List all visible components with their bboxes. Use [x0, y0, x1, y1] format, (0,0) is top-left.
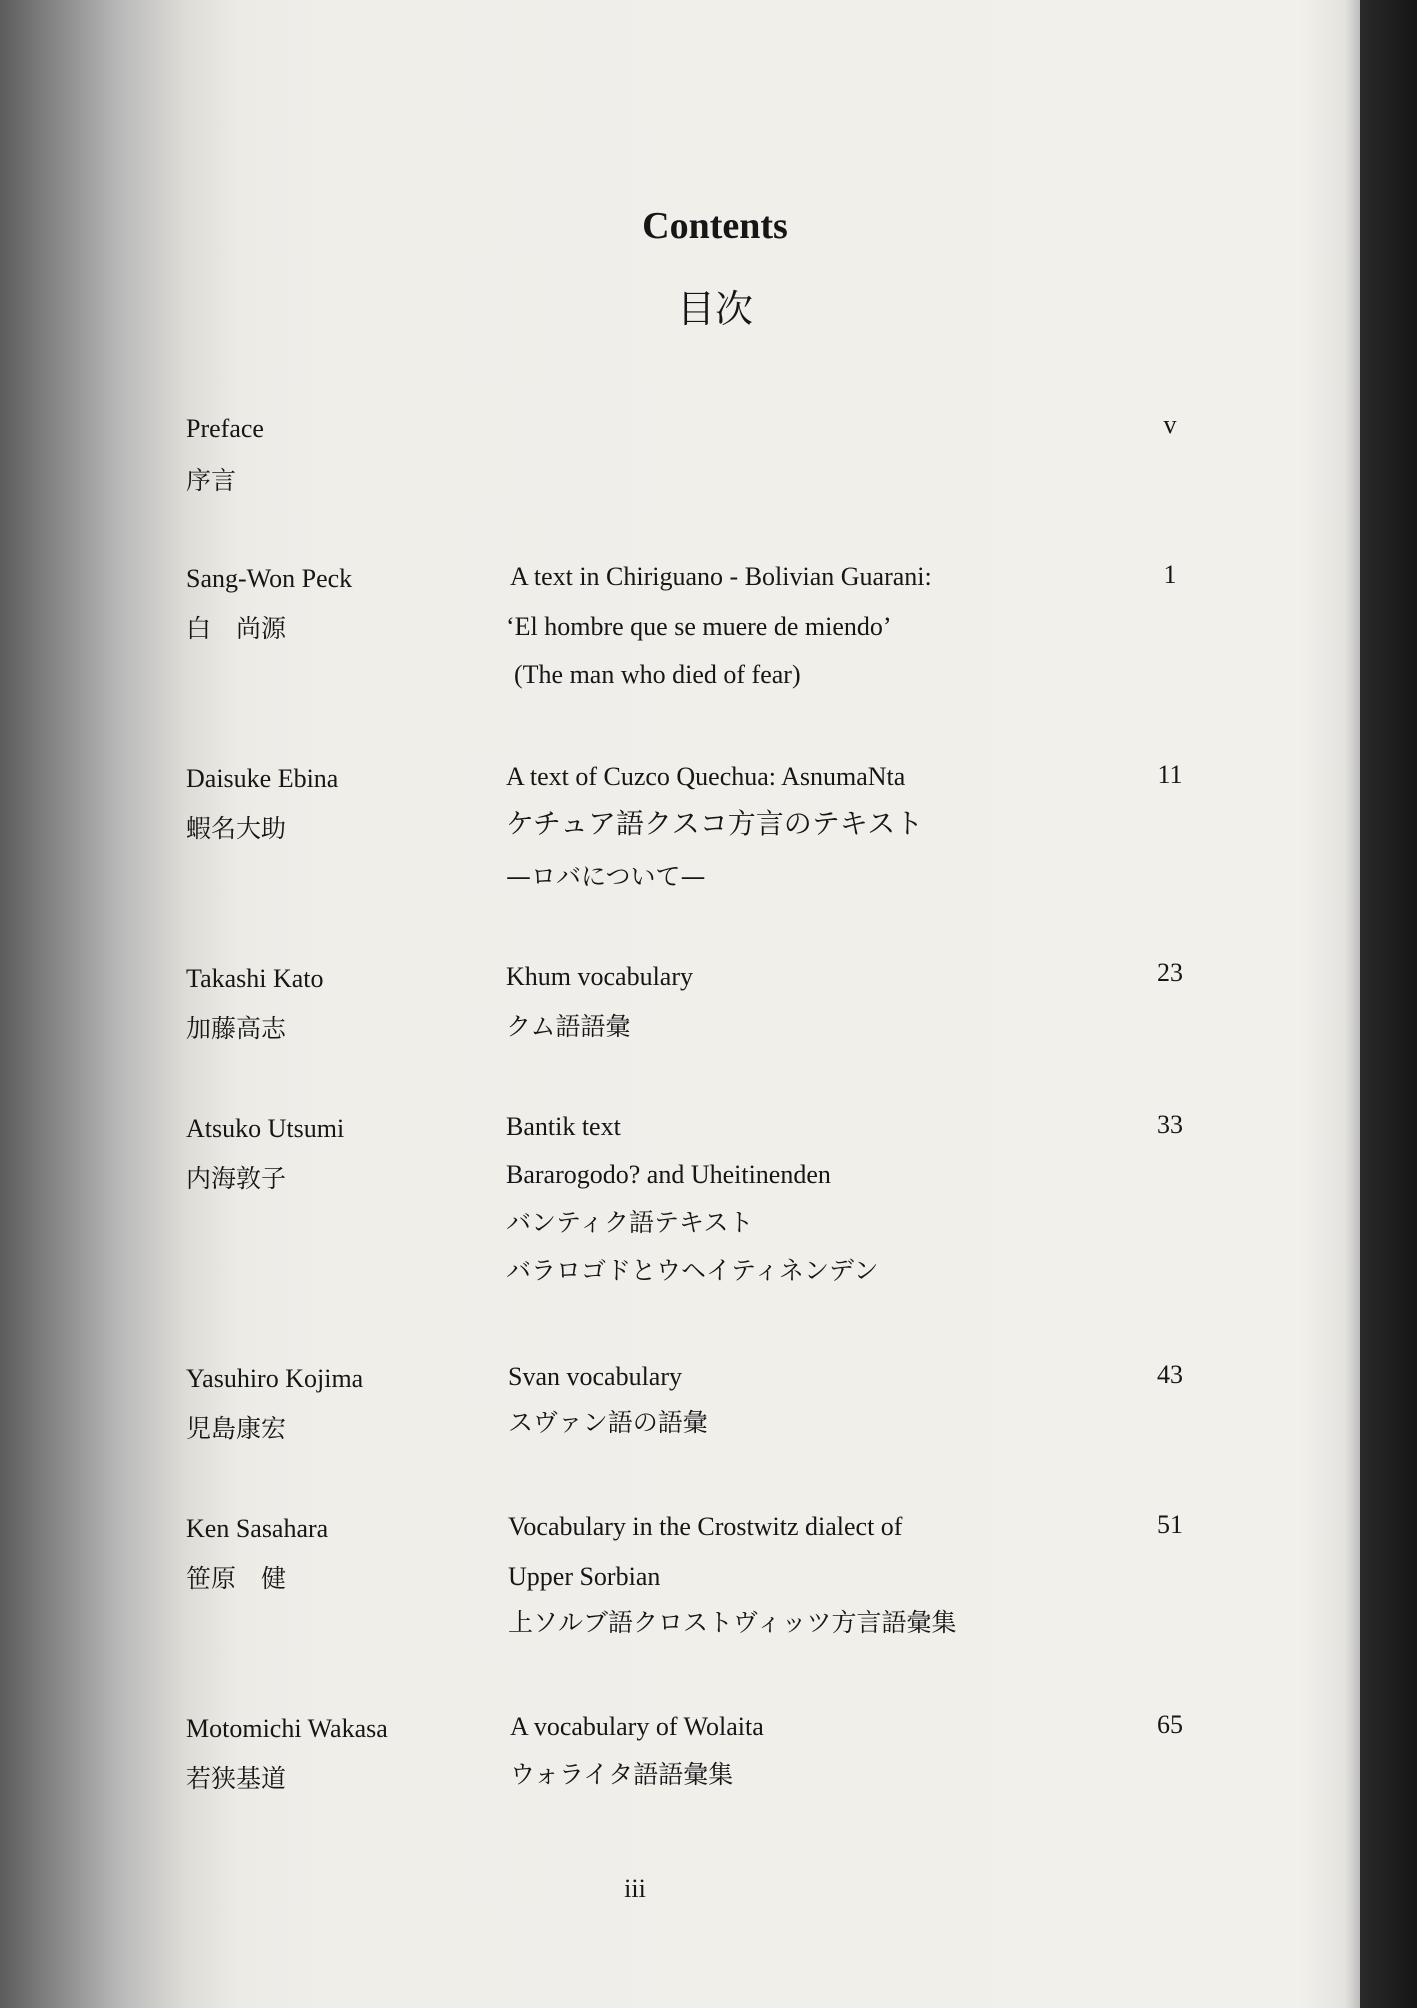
entry-title-line: A text in Chiriguano - Bolivian Guarani:: [510, 562, 932, 591]
entry-author-ja: 内海敦子: [186, 1164, 287, 1193]
preface-label: Preface: [186, 414, 264, 443]
entry-author-ja: 加藤高志: [186, 1014, 287, 1043]
entry-author: Sang-Won Peck: [186, 564, 353, 593]
entry-author: Atsuko Utsumi: [186, 1114, 345, 1143]
entry-page-number: 23: [1157, 958, 1183, 987]
entry-author: Daisuke Ebina: [186, 764, 339, 793]
entry-title-line: スヴァン語の語彙: [508, 1408, 708, 1437]
entry-title-line: Vocabulary in the Crostwitz dialect of: [508, 1512, 903, 1541]
entry-page-number: 1: [1163, 560, 1177, 589]
entry-page-number: 65: [1157, 1710, 1183, 1739]
entry-title-line: Bantik text: [506, 1112, 621, 1141]
page-folio: iii: [624, 1874, 646, 1903]
preface-label-ja: 序言: [186, 466, 237, 495]
entry-title-line: Svan vocabulary: [508, 1362, 683, 1391]
entry-author: Motomichi Wakasa: [186, 1714, 388, 1743]
entry-title-line: バラロゴドとウヘイティネンデン: [506, 1256, 879, 1285]
entry-author-ja: 笹原 健: [186, 1564, 287, 1593]
entry-title-line: クム語語彙: [506, 1012, 631, 1041]
entry-author-ja: 児島康宏: [186, 1414, 287, 1443]
contents-title-ja: 目次: [676, 287, 753, 331]
entry-page-number: 43: [1157, 1360, 1183, 1389]
entry-page-number: 33: [1157, 1110, 1183, 1139]
entry-author-ja: 若狭基道: [186, 1764, 287, 1793]
entry-title-line: ウォライタ語語彙集: [510, 1760, 734, 1789]
entry-title-line: Bararogodo? and Uheitinenden: [506, 1160, 831, 1189]
entry-author-ja: 白 尚源: [186, 614, 287, 643]
contents-title: Contents: [642, 205, 788, 247]
entry-author: Takashi Kato: [186, 964, 324, 993]
entry-title-line: A vocabulary of Wolaita: [510, 1712, 764, 1741]
entry-author: Ken Sasahara: [186, 1514, 329, 1543]
entry-title-line: Khum vocabulary: [506, 962, 694, 991]
preface-page-number: v: [1163, 410, 1177, 439]
entry-title-line: バンティク語テキスト: [506, 1208, 754, 1237]
entry-page-number: 11: [1157, 760, 1183, 789]
entry-title-line: (The man who died of fear): [514, 660, 801, 689]
entry-author: Yasuhiro Kojima: [186, 1364, 364, 1393]
book-edge: [1360, 0, 1417, 2008]
entry-author-ja: 蝦名大助: [186, 814, 287, 843]
entry-title-line: Upper Sorbian: [508, 1562, 661, 1591]
entry-title-line: A text of Cuzco Quechua: AsnumaNta: [506, 762, 906, 791]
entry-title-line: ‘El hombre que se muere de miendo’: [506, 612, 892, 641]
entry-title-line: —ロバについて—: [506, 862, 706, 891]
entry-page-number: 51: [1157, 1510, 1183, 1539]
entry-title-line: 上ソルブ語クロストヴィッツ方言語彙集: [508, 1608, 957, 1637]
entry-title-line: ケチュア語クスコ方言のテキスト: [506, 807, 924, 840]
